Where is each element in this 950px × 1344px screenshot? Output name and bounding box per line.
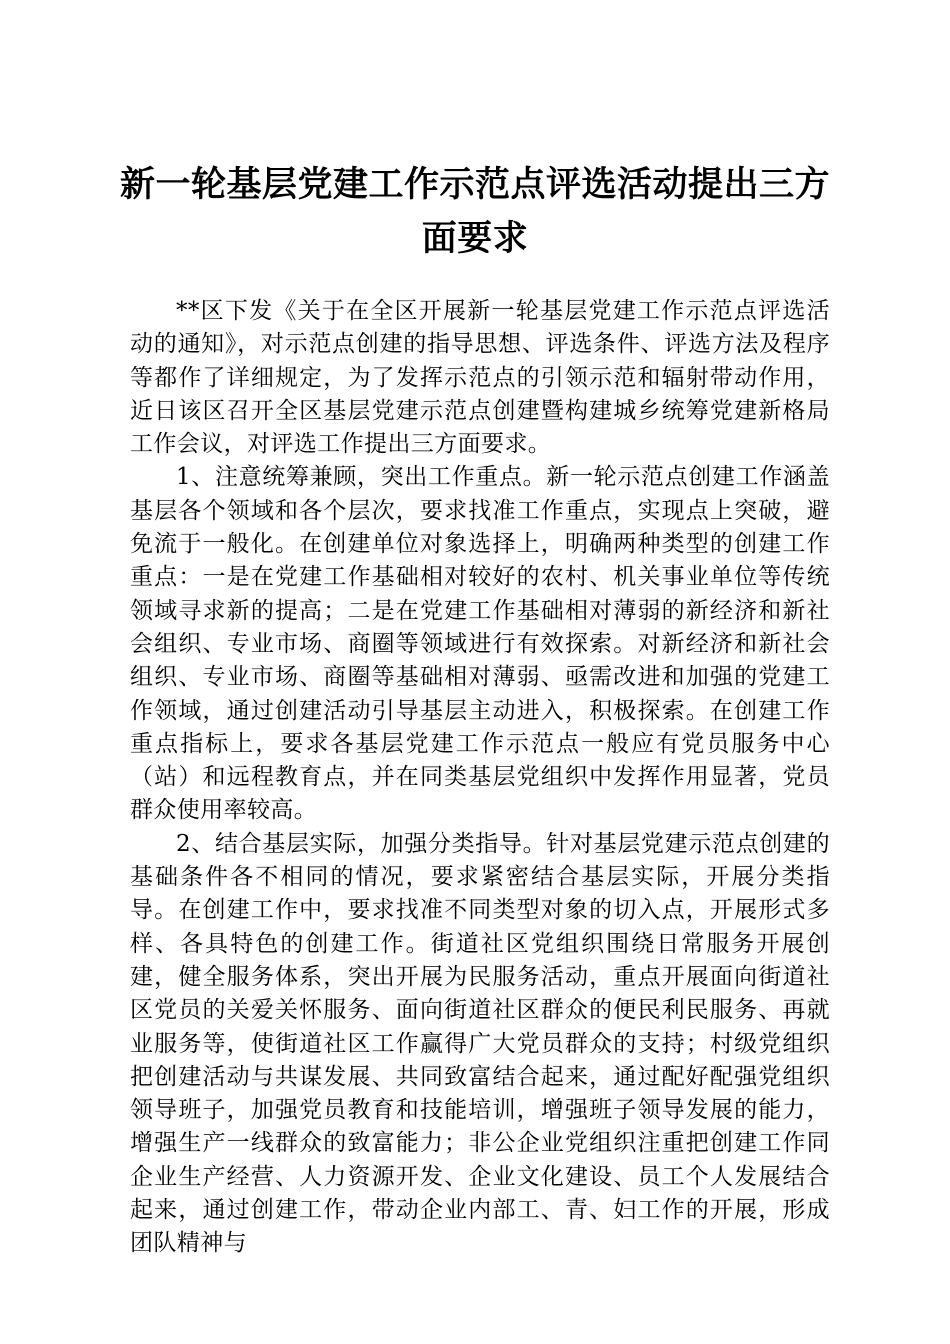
paragraph-point-1: 1、注意统筹兼顾，突出工作重点。新一轮示范点创建工作涵盖基层各个领域和各个层次，要求找准工作重点，实现点上突破，避免流于一般化。在创建单位对象选择上，明确两种类型的创建工作重点：一是在党建工作基础相对较好的农村、机关事业单位等传统领域寻求新的提高；二是在党建工作基础相对薄弱的新经济和新社会组织、专业市场、商圈等领域进行有效探索。对新经济和新社会组织、专业市场、商圈等基础相对薄弱、亟需改进和加强的党建工作领域，通过创建活动引导基层主动进入，积极探索。在创建工作重点指标上，要求各基层党建工作示范点一般应有党员服务中心（站）和远程教育点，并在同类基层党组织中发挥作用显著，党员群众使用率较高。 bbox=[130, 464, 830, 824]
paragraph-point-2: 2、结合基层实际，加强分类指导。针对基层党建示范点创建的基础条件各不相同的情况，要求紧密结合基层实际，开展分类指导。在创建工作中，要求找准不同类型对象的切入点，开展形式多样、各具特色的创建工作。街道社区党组织围绕日常服务开展创建，健全服务体系，突出开展为民服务活动，重点开展面向街道社区党员的关爱关怀服务、面向街道社区群众的便民利民服务、再就业服务等，使街道社区工作赢得广大党员群众的支持；村级党组织把创建活动与共谋发展、共同致富结合起来，通过配好配强党组织领导班子，加强党员教育和技能培训，增强班子领导发展的能力，增强生产一线群众的致富能力；非公企业党组织注重把创建工作同企业生产经营、人力资源开发、企业文化建设、员工个人发展结合起来，通过创建工作，带动企业内部工、青、妇工作的开展，形成团队精神与 bbox=[130, 830, 830, 1257]
document-body bbox=[130, 295, 830, 1261]
document-title: 新一轮基层党建工作示范点评选活动提出三方面要求 bbox=[119, 165, 830, 259]
paragraph-intro: **区下发《关于在全区开展新一轮基层党建工作示范点评选活动的通知》，对示范点创建的指导思想、评选条件、评选方法及程序等都作了详细规定，为了发挥示范点的引领示范和辐射带动作用，近日该区召开全区基层党建示范点创建暨构建城乡统筹党建新格局工作会议，对评选工作提出三方面要求。 bbox=[130, 298, 830, 458]
